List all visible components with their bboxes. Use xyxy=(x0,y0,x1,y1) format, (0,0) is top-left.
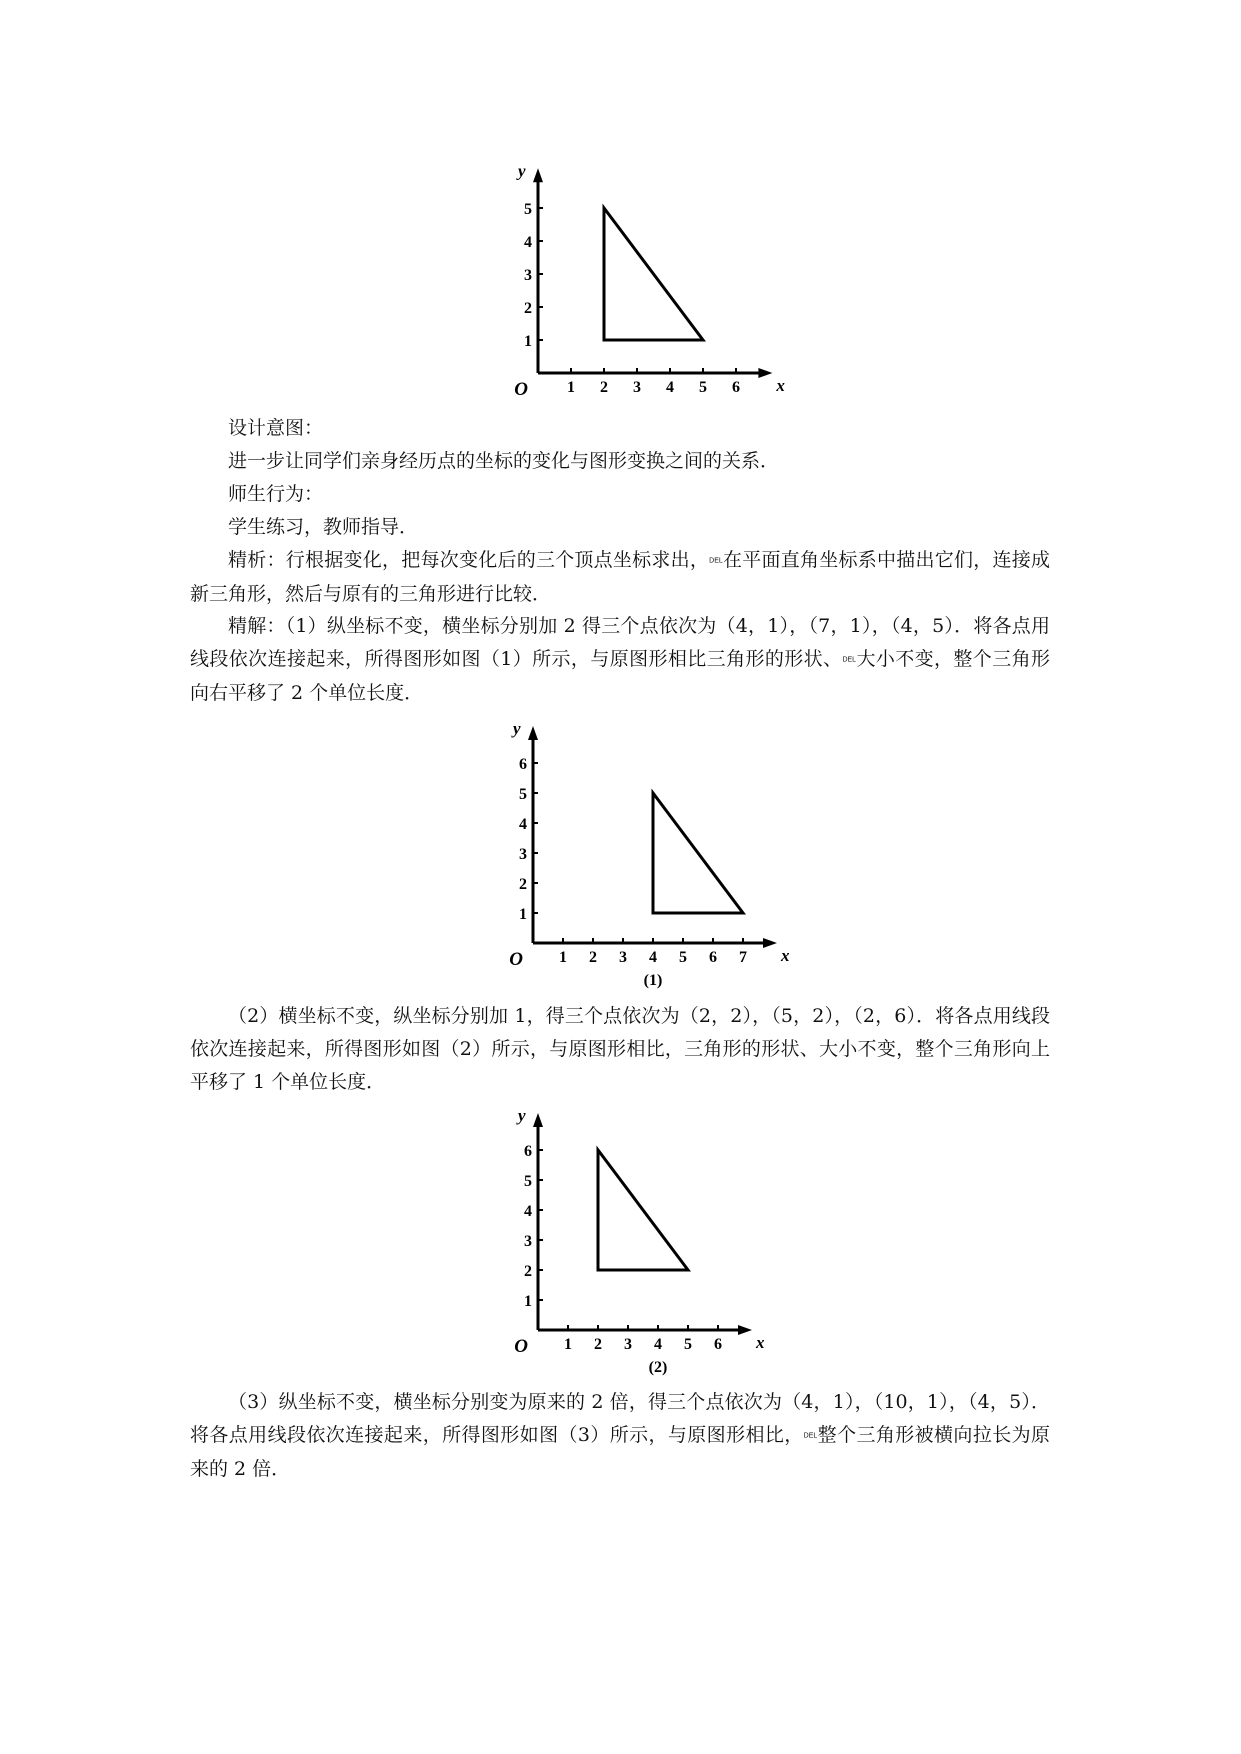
x-tick-label: 3 xyxy=(624,1336,632,1353)
x-tick-label: 1 xyxy=(567,379,575,396)
y-tick-label: 2 xyxy=(524,1263,532,1280)
del-mark: DEL xyxy=(803,1432,818,1440)
solution-3-text-a: （3）纵坐标不变，横坐标分别变为原来的 2 倍，得三个点依次为（4，1），（10，1），（4，5）．将各点用线段依次连接起来，所得图形如图（3）所示，与原图形相比， xyxy=(190,1391,1050,1446)
x-tick-label: 4 xyxy=(649,949,657,966)
y-tick-label: 6 xyxy=(524,1143,532,1160)
figure-caption: (1) xyxy=(643,972,663,989)
y-tick-label: 4 xyxy=(524,234,532,251)
x-axis-label: x xyxy=(781,946,790,965)
solution-3-paragraph xyxy=(190,1386,1050,1486)
y-tick-label: 2 xyxy=(519,876,527,893)
x-axis-arrow xyxy=(763,938,777,948)
x-axis-arrow xyxy=(738,1325,752,1335)
y-tick-label: 4 xyxy=(524,1203,532,1220)
figure-original xyxy=(510,158,785,400)
y-tick-label: 5 xyxy=(519,786,527,803)
design-heading: 设计意图： xyxy=(228,417,324,439)
x-tick-label: 3 xyxy=(633,379,641,396)
solution-1-text-a: 精解：（1）纵坐标不变，横坐标分别加 2 得三个点依次为（4，1），（7，1），（4，5）．将各点用线段依次连接起来，所得图形如图（1）所示，与原图形相比三角形的形状、 xyxy=(190,615,1050,670)
y-tick-label: 6 xyxy=(519,756,527,773)
x-tick-label: 1 xyxy=(564,1336,572,1353)
x-tick-label: 1 xyxy=(559,949,567,966)
analysis-text-a: 精析：行根据变化，把每次变化后的三个顶点坐标求出， xyxy=(228,549,710,571)
triangle-shape xyxy=(598,1150,688,1270)
solution-2-paragraph: （2）横坐标不变，纵坐标分别加 1，得三个点依次为（2，2），（5，2），（2，6）．将各点用线段依次连接起来，所得图形如图（2）所示，与原图形相比，三角形的形状、大小不变，整个三角形向上平移了 1 个单位长度． xyxy=(190,1005,1050,1093)
origin-label: O xyxy=(514,379,528,400)
x-axis-label: x xyxy=(756,1333,765,1352)
y-tick-label: 5 xyxy=(524,201,532,218)
x-tick-label: 6 xyxy=(732,379,740,396)
x-axis-arrow xyxy=(758,368,772,378)
y-tick-label: 1 xyxy=(524,333,532,350)
origin-label: O xyxy=(514,1336,528,1357)
x-tick-label: 2 xyxy=(594,1336,602,1353)
del-mark: DEL xyxy=(842,656,857,664)
y-tick-label: 3 xyxy=(524,1233,532,1250)
solution-1-paragraph xyxy=(190,610,1050,710)
y-axis-arrow xyxy=(533,1113,543,1127)
x-tick-label: 2 xyxy=(589,949,597,966)
design-body: 进一步让同学们亲身经历点的坐标的变化与图形变换之间的关系． xyxy=(228,450,780,472)
y-tick-label: 3 xyxy=(519,846,527,863)
y-axis-arrow xyxy=(533,168,543,182)
triangle-shape xyxy=(653,793,743,913)
coordinate-plot xyxy=(510,1106,780,1376)
behavior-heading: 师生行为： xyxy=(228,483,324,505)
x-tick-label: 5 xyxy=(699,379,707,396)
x-tick-label: 5 xyxy=(684,1336,692,1353)
solution-1-text-b: 大小不变，整个三角形向右平移了 2 个单位长度． xyxy=(190,648,1050,704)
x-tick-label: 7 xyxy=(739,949,747,966)
y-axis-label: y xyxy=(518,1106,526,1125)
behavior-body: 学生练习，教师指导． xyxy=(228,516,419,538)
figure-caption: (2) xyxy=(648,1359,668,1376)
y-tick-label: 1 xyxy=(524,1293,532,1310)
x-tick-label: 6 xyxy=(709,949,717,966)
y-tick-label: 1 xyxy=(519,906,527,923)
y-tick-label: 3 xyxy=(524,267,532,284)
figure-2 xyxy=(510,1106,780,1376)
y-axis-label: y xyxy=(513,719,521,738)
del-mark: DEL xyxy=(709,557,723,565)
x-tick-label: 4 xyxy=(666,379,674,396)
y-axis-label: y xyxy=(518,161,526,181)
x-tick-label: 3 xyxy=(619,949,627,966)
y-tick-label: 2 xyxy=(524,300,532,317)
analysis-text-b: 在平面直角坐标系中描出它们，连接成新三角形，然后与原有的三角形进行比较． xyxy=(190,549,1050,605)
triangle-shape xyxy=(604,208,703,340)
y-tick-label: 4 xyxy=(519,816,527,833)
x-tick-label: 6 xyxy=(714,1336,722,1353)
analysis-paragraph xyxy=(190,544,1050,611)
coordinate-plot xyxy=(510,158,785,400)
y-tick-label: 5 xyxy=(524,1173,532,1190)
x-tick-label: 2 xyxy=(600,379,608,396)
origin-label: O xyxy=(509,949,523,970)
solution-3-text-b: 整个三角形被横向拉长为原来的 2 倍． xyxy=(190,1424,1050,1480)
coordinate-plot xyxy=(505,718,790,989)
figure-1 xyxy=(505,718,790,989)
y-axis-arrow xyxy=(528,726,538,740)
x-axis-label: x xyxy=(776,376,785,395)
x-tick-label: 4 xyxy=(654,1336,662,1353)
x-tick-label: 5 xyxy=(679,949,687,966)
